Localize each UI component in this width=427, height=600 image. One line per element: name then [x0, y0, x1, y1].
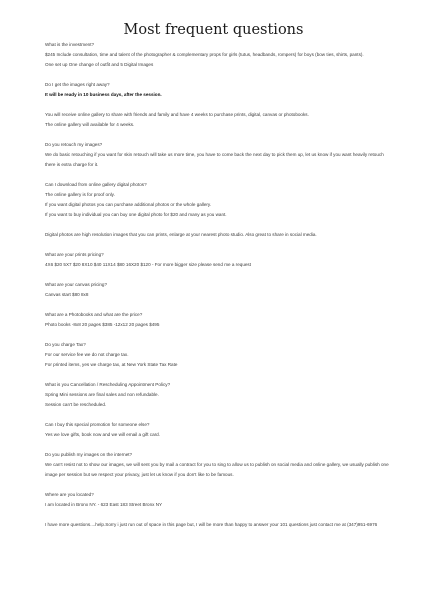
faq-item	[45, 520, 390, 530]
faq-item	[45, 310, 390, 330]
faq-answer: If you want digital photos you can purchase additional photos or the whole gallery.	[45, 202, 212, 207]
faq-item	[45, 380, 390, 410]
faq-answer: If you want to buy individual you can buy one digital photo for $20 and many as you want.	[45, 212, 227, 217]
faq-question: Can I download from online gallery digital photos?	[45, 182, 147, 187]
faq-question: What are your prints pricing?	[45, 252, 104, 257]
faq-answer: It will be ready in 10 business days, after the session.	[45, 92, 162, 97]
faq-answer: Photo books -8x8 20 pages $385 -12x12 20 pages $495	[45, 322, 160, 327]
faq-answer: I have more questions....help.Sorry i just run out of space in this page but, I will be more than happy to answer your 101 questions just contact me at (347)951-6976	[45, 522, 378, 527]
faq-answer: 4X6 $20 5X7 $20 8X10 $40 11X14 $80 16X20 $120 - For more bigger size please send me a request	[45, 262, 252, 267]
faq-item	[45, 230, 390, 240]
faq-item	[45, 280, 390, 300]
faq-answer: Spring Mini sessions are final sales and non refundable.	[45, 392, 159, 397]
faq-item	[45, 180, 390, 220]
faq-answer: One set up One change of outfit and 5 Digital Images	[45, 62, 154, 67]
faq-question: Do you charge Tax?	[45, 342, 86, 347]
faq-item	[45, 250, 390, 270]
faq-answer: Session can't be rescheduled.	[45, 402, 107, 407]
faq-answer: For printed items, yes we charge tax, at New York State Tax Rate	[45, 362, 178, 367]
faq-item	[45, 40, 390, 70]
faq-answer: Yes we love gifts, book now and we will email a gift card.	[45, 432, 160, 437]
faq-answer: Canvas start $80 8x8	[45, 292, 89, 297]
faq-list	[45, 40, 390, 530]
page-title: Most frequent questions	[123, 22, 304, 38]
faq-question: Do you retouch my images?	[45, 142, 103, 147]
faq-item	[45, 140, 390, 170]
faq-answer: You will receive online gallery to share with friends and family and have 4 weeks to purchase prints, digital, canvas or photobooks.	[45, 112, 309, 117]
faq-answer: I am located in Bronx NY. - 623 East 183 Street Bronx NY	[45, 502, 163, 507]
faq-item	[45, 420, 390, 440]
faq-question: What is you Cancellation / Rescheduling Appointment Policy?	[45, 382, 171, 387]
faq-question: Where are you located?	[45, 492, 94, 497]
faq-question: What are a Photobooks and what are the price?	[45, 312, 143, 317]
faq-question: What is the investment?	[45, 42, 95, 47]
faq-answer: The online gallery is for proof only.	[45, 192, 115, 197]
faq-answer: We do basic retouching if you want for skin retouch will take us more time, you have to come back the next day to pick them up, let us know if you want heavily retouch there is extra charge for it.	[45, 152, 384, 167]
faq-answer: We can't resist not to show our images, we will sent you by mail a contract for you to sing to allow us to publish on social media and online gallery, we usually publish one image per session but we respect your privacy, just let us know if you don't like to be famous.	[45, 462, 389, 477]
faq-question: What are your canvas pricing?	[45, 282, 108, 287]
faq-question: Do I get the images right away?	[45, 82, 110, 87]
faq-item	[45, 450, 390, 480]
faq-answer-spacer	[45, 100, 390, 110]
faq-answer: For our service fee we do not charge tax.	[45, 352, 129, 357]
faq-answer: The online gallery will available for 4 weeks.	[45, 122, 135, 127]
faq-answer: $245 Include consultation, time and talent of the photographer & complementary props for girls (tutus, headbands, rompers) for boys (bow ties, shirts, pants).	[45, 52, 364, 57]
faq-item	[45, 490, 390, 510]
faq-question: Can I buy this special promotion for someone else?	[45, 422, 150, 427]
faq-answer: Digital photos are high resolution images that you can prints, enlarge at your nearest photo studio. Also great to share in social media.	[45, 232, 317, 237]
faq-item	[45, 80, 390, 130]
faq-question: Do you publish my images on the internet?	[45, 452, 133, 457]
faq-item	[45, 340, 390, 370]
